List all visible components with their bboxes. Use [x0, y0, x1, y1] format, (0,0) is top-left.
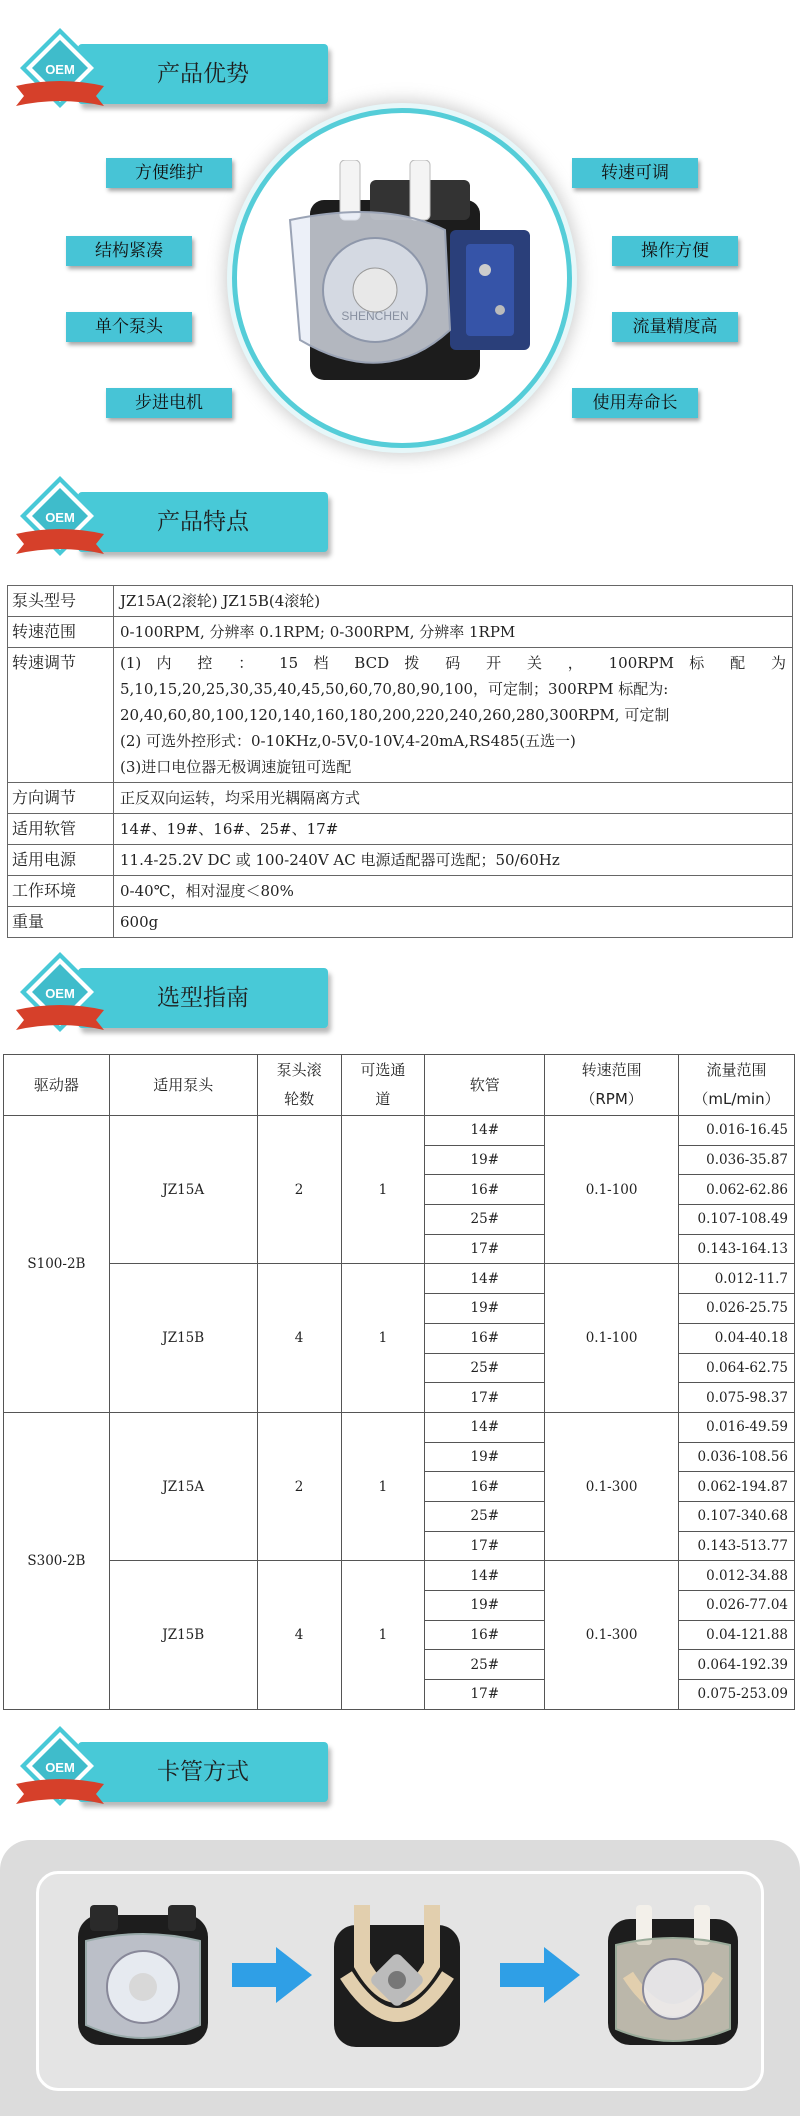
feature-value-line: 600g [120, 913, 159, 931]
flow-cell: 0.026-25.75 [679, 1294, 795, 1324]
section-title-tab [78, 1742, 328, 1802]
feature-value-line: 5,10,15,20,25,30,35,40,45,50,60,70,80,90,100，可定制；300RPM 标配为: [120, 680, 669, 698]
section-title: 选型指南 [157, 985, 249, 1011]
feature-row [8, 648, 793, 783]
feature-value [114, 617, 793, 648]
feature-value-line: 11.4-25.2V DC 或 100-240V AC 电源适配器可选配；50/60Hz [120, 851, 560, 869]
feature-row [8, 845, 793, 876]
flow-cell: 0.04-121.88 [679, 1620, 795, 1650]
header-tube: 软管 [425, 1055, 545, 1116]
header-rollers: 泵头滚 轮数 [257, 1055, 341, 1116]
header-channels: 可选通 道 [341, 1055, 425, 1116]
feature-key: 方向调节 [8, 783, 114, 814]
selection-header-row [4, 1055, 795, 1116]
flow-cell: 0.064-192.39 [679, 1650, 795, 1680]
flow-cell: 0.062-62.86 [679, 1175, 795, 1205]
flow-cell: 0.143-513.77 [679, 1531, 795, 1561]
header-speed: 转速范围 （RPM） [545, 1055, 679, 1116]
feature-row [8, 876, 793, 907]
oem-badge-text: OEM [45, 62, 75, 77]
feature-row [8, 617, 793, 648]
pump-head-cell: JZ15A [109, 1116, 257, 1264]
advantage-label-left-4: 步进电机 [106, 388, 232, 418]
tube-cell: 17# [425, 1531, 545, 1561]
speed-cell: 0.1-100 [545, 1116, 679, 1264]
header-flow: 流量范围 （mL/min） [679, 1055, 795, 1116]
tube-cell: 14# [425, 1561, 545, 1591]
rollers-cell: 2 [257, 1116, 341, 1264]
feature-key: 转速调节 [8, 648, 114, 783]
feature-value-line: 0-100RPM, 分辨率 0.1RPM; 0-300RPM, 分辨率 1RPM [120, 623, 516, 641]
advantage-label-left-2: 结构紧凑 [66, 236, 192, 266]
flow-cell: 0.016-49.59 [679, 1412, 795, 1442]
section-title-tab [78, 44, 328, 104]
section-header-advantages [10, 24, 330, 124]
flow-cell: 0.107-108.49 [679, 1205, 795, 1235]
feature-value-line: 0-40℃，相对湿度＜80% [120, 882, 294, 900]
channels-cell: 1 [341, 1561, 425, 1709]
section-title-tab [78, 968, 328, 1028]
tube-cell: 16# [425, 1175, 545, 1205]
peristaltic-pump-image [270, 160, 550, 410]
tube-cell: 16# [425, 1323, 545, 1353]
tube-cell: 17# [425, 1680, 545, 1710]
advantage-label-left-1: 方便维护 [106, 158, 232, 188]
flow-cell: 0.143-164.13 [679, 1234, 795, 1264]
feature-value-line: (3)进口电位器无极调速旋钮可选配 [120, 758, 352, 776]
advantage-label-right-1: 转速可调 [572, 158, 698, 188]
feature-row [8, 907, 793, 938]
driver-cell: S100-2B [4, 1116, 110, 1413]
feature-value-line: JZ15A(2滚轮) JZ15B(4滚轮) [120, 592, 321, 610]
pump-head-closed-image [68, 1905, 218, 2055]
section-title: 产品特点 [157, 509, 249, 535]
flow-cell: 0.075-98.37 [679, 1383, 795, 1413]
speed-cell: 0.1-300 [545, 1561, 679, 1709]
feature-value [114, 907, 793, 938]
flow-cell: 0.075-253.09 [679, 1680, 795, 1710]
tube-cell: 19# [425, 1294, 545, 1324]
feature-value [114, 814, 793, 845]
feature-key: 重量 [8, 907, 114, 938]
feature-value [114, 783, 793, 814]
tube-cell: 25# [425, 1650, 545, 1680]
header-driver: 驱动器 [4, 1055, 110, 1116]
selection-table [3, 1054, 795, 1710]
feature-value-line: 14#、19#、16#、25#、17# [120, 820, 339, 838]
tube-cell: 25# [425, 1353, 545, 1383]
flow-cell: 0.062-194.87 [679, 1472, 795, 1502]
table-row [4, 1116, 795, 1146]
tube-cell: 16# [425, 1620, 545, 1650]
feature-value [114, 876, 793, 907]
advantage-label-right-2: 操作方便 [612, 236, 738, 266]
speed-cell: 0.1-100 [545, 1264, 679, 1412]
flow-cell: 0.016-16.45 [679, 1116, 795, 1146]
rollers-cell: 4 [257, 1561, 341, 1709]
tube-cell: 25# [425, 1501, 545, 1531]
feature-key: 适用软管 [8, 814, 114, 845]
channels-cell: 1 [341, 1264, 425, 1412]
feature-value-line: 正反双向运转，均采用光耦隔离方式 [120, 789, 361, 807]
header-pump-head: 适用泵头 [109, 1055, 257, 1116]
flow-cell: 0.036-108.56 [679, 1442, 795, 1472]
feature-value [114, 648, 793, 783]
feature-table [7, 585, 793, 938]
tube-cell: 14# [425, 1116, 545, 1146]
flow-cell: 0.012-34.88 [679, 1561, 795, 1591]
section-header-clamping [10, 1722, 330, 1822]
pump-head-assembled-image [598, 1905, 748, 2055]
pump-head-cell: JZ15B [109, 1561, 257, 1709]
driver-cell: S300-2B [4, 1412, 110, 1709]
oem-badge-text: OEM [45, 986, 75, 1001]
advantage-label-right-3: 流量精度高 [612, 312, 738, 342]
svg-text:SHENCHEN: SHENCHEN [341, 309, 409, 323]
tube-cell: 25# [425, 1205, 545, 1235]
speed-cell: 0.1-300 [545, 1412, 679, 1560]
feature-key: 工作环境 [8, 876, 114, 907]
advantage-label-right-4: 使用寿命长 [572, 388, 698, 418]
feature-key: 转速范围 [8, 617, 114, 648]
channels-cell: 1 [341, 1116, 425, 1264]
table-row [4, 1561, 795, 1591]
tube-cell: 19# [425, 1591, 545, 1621]
flow-cell: 0.04-40.18 [679, 1323, 795, 1353]
feature-row [8, 814, 793, 845]
feature-row [8, 586, 793, 617]
feature-value-line: 20,40,60,80,100,120,140,160,180,200,220,240,260,280,300RPM, 可定制 [120, 706, 670, 724]
flow-cell: 0.107-340.68 [679, 1501, 795, 1531]
section-title-tab [78, 492, 328, 552]
pump-head-tube-loaded-image [322, 1905, 472, 2055]
section-header-features [10, 472, 330, 572]
rollers-cell: 2 [257, 1412, 341, 1560]
tube-cell: 19# [425, 1442, 545, 1472]
pump-head-cell: JZ15B [109, 1264, 257, 1412]
oem-badge-text: OEM [45, 510, 75, 525]
flow-cell: 0.064-62.75 [679, 1353, 795, 1383]
section-header-selection [10, 948, 330, 1048]
flow-cell: 0.036-35.87 [679, 1145, 795, 1175]
tube-cell: 17# [425, 1234, 545, 1264]
tube-cell: 14# [425, 1264, 545, 1294]
feature-key: 泵头型号 [8, 586, 114, 617]
feature-row [8, 783, 793, 814]
tube-cell: 16# [425, 1472, 545, 1502]
arrow-right-icon [500, 1945, 580, 2005]
tube-cell: 17# [425, 1383, 545, 1413]
rollers-cell: 4 [257, 1264, 341, 1412]
feature-value-line: (1) 内 控 ： 15 档 BCD 拨 码 开 关 ， 100RPM 标 配 为 [120, 654, 786, 672]
feature-value [114, 845, 793, 876]
flow-cell: 0.026-77.04 [679, 1591, 795, 1621]
table-row [4, 1412, 795, 1442]
flow-cell: 0.012-11.7 [679, 1264, 795, 1294]
table-row [4, 1264, 795, 1294]
oem-badge-text: OEM [45, 1760, 75, 1775]
channels-cell: 1 [341, 1412, 425, 1560]
feature-value-line: (2) 可选外控形式：0-10KHz,0-5V,0-10V,4-20mA,RS485(五选一) [120, 732, 576, 750]
feature-key: 适用电源 [8, 845, 114, 876]
feature-value [114, 586, 793, 617]
tube-cell: 14# [425, 1412, 545, 1442]
advantage-label-left-3: 单个泵头 [66, 312, 192, 342]
arrow-right-icon [232, 1945, 312, 2005]
pump-head-cell: JZ15A [109, 1412, 257, 1560]
section-title: 产品优势 [157, 61, 249, 87]
section-title: 卡管方式 [157, 1759, 249, 1785]
tube-cell: 19# [425, 1145, 545, 1175]
